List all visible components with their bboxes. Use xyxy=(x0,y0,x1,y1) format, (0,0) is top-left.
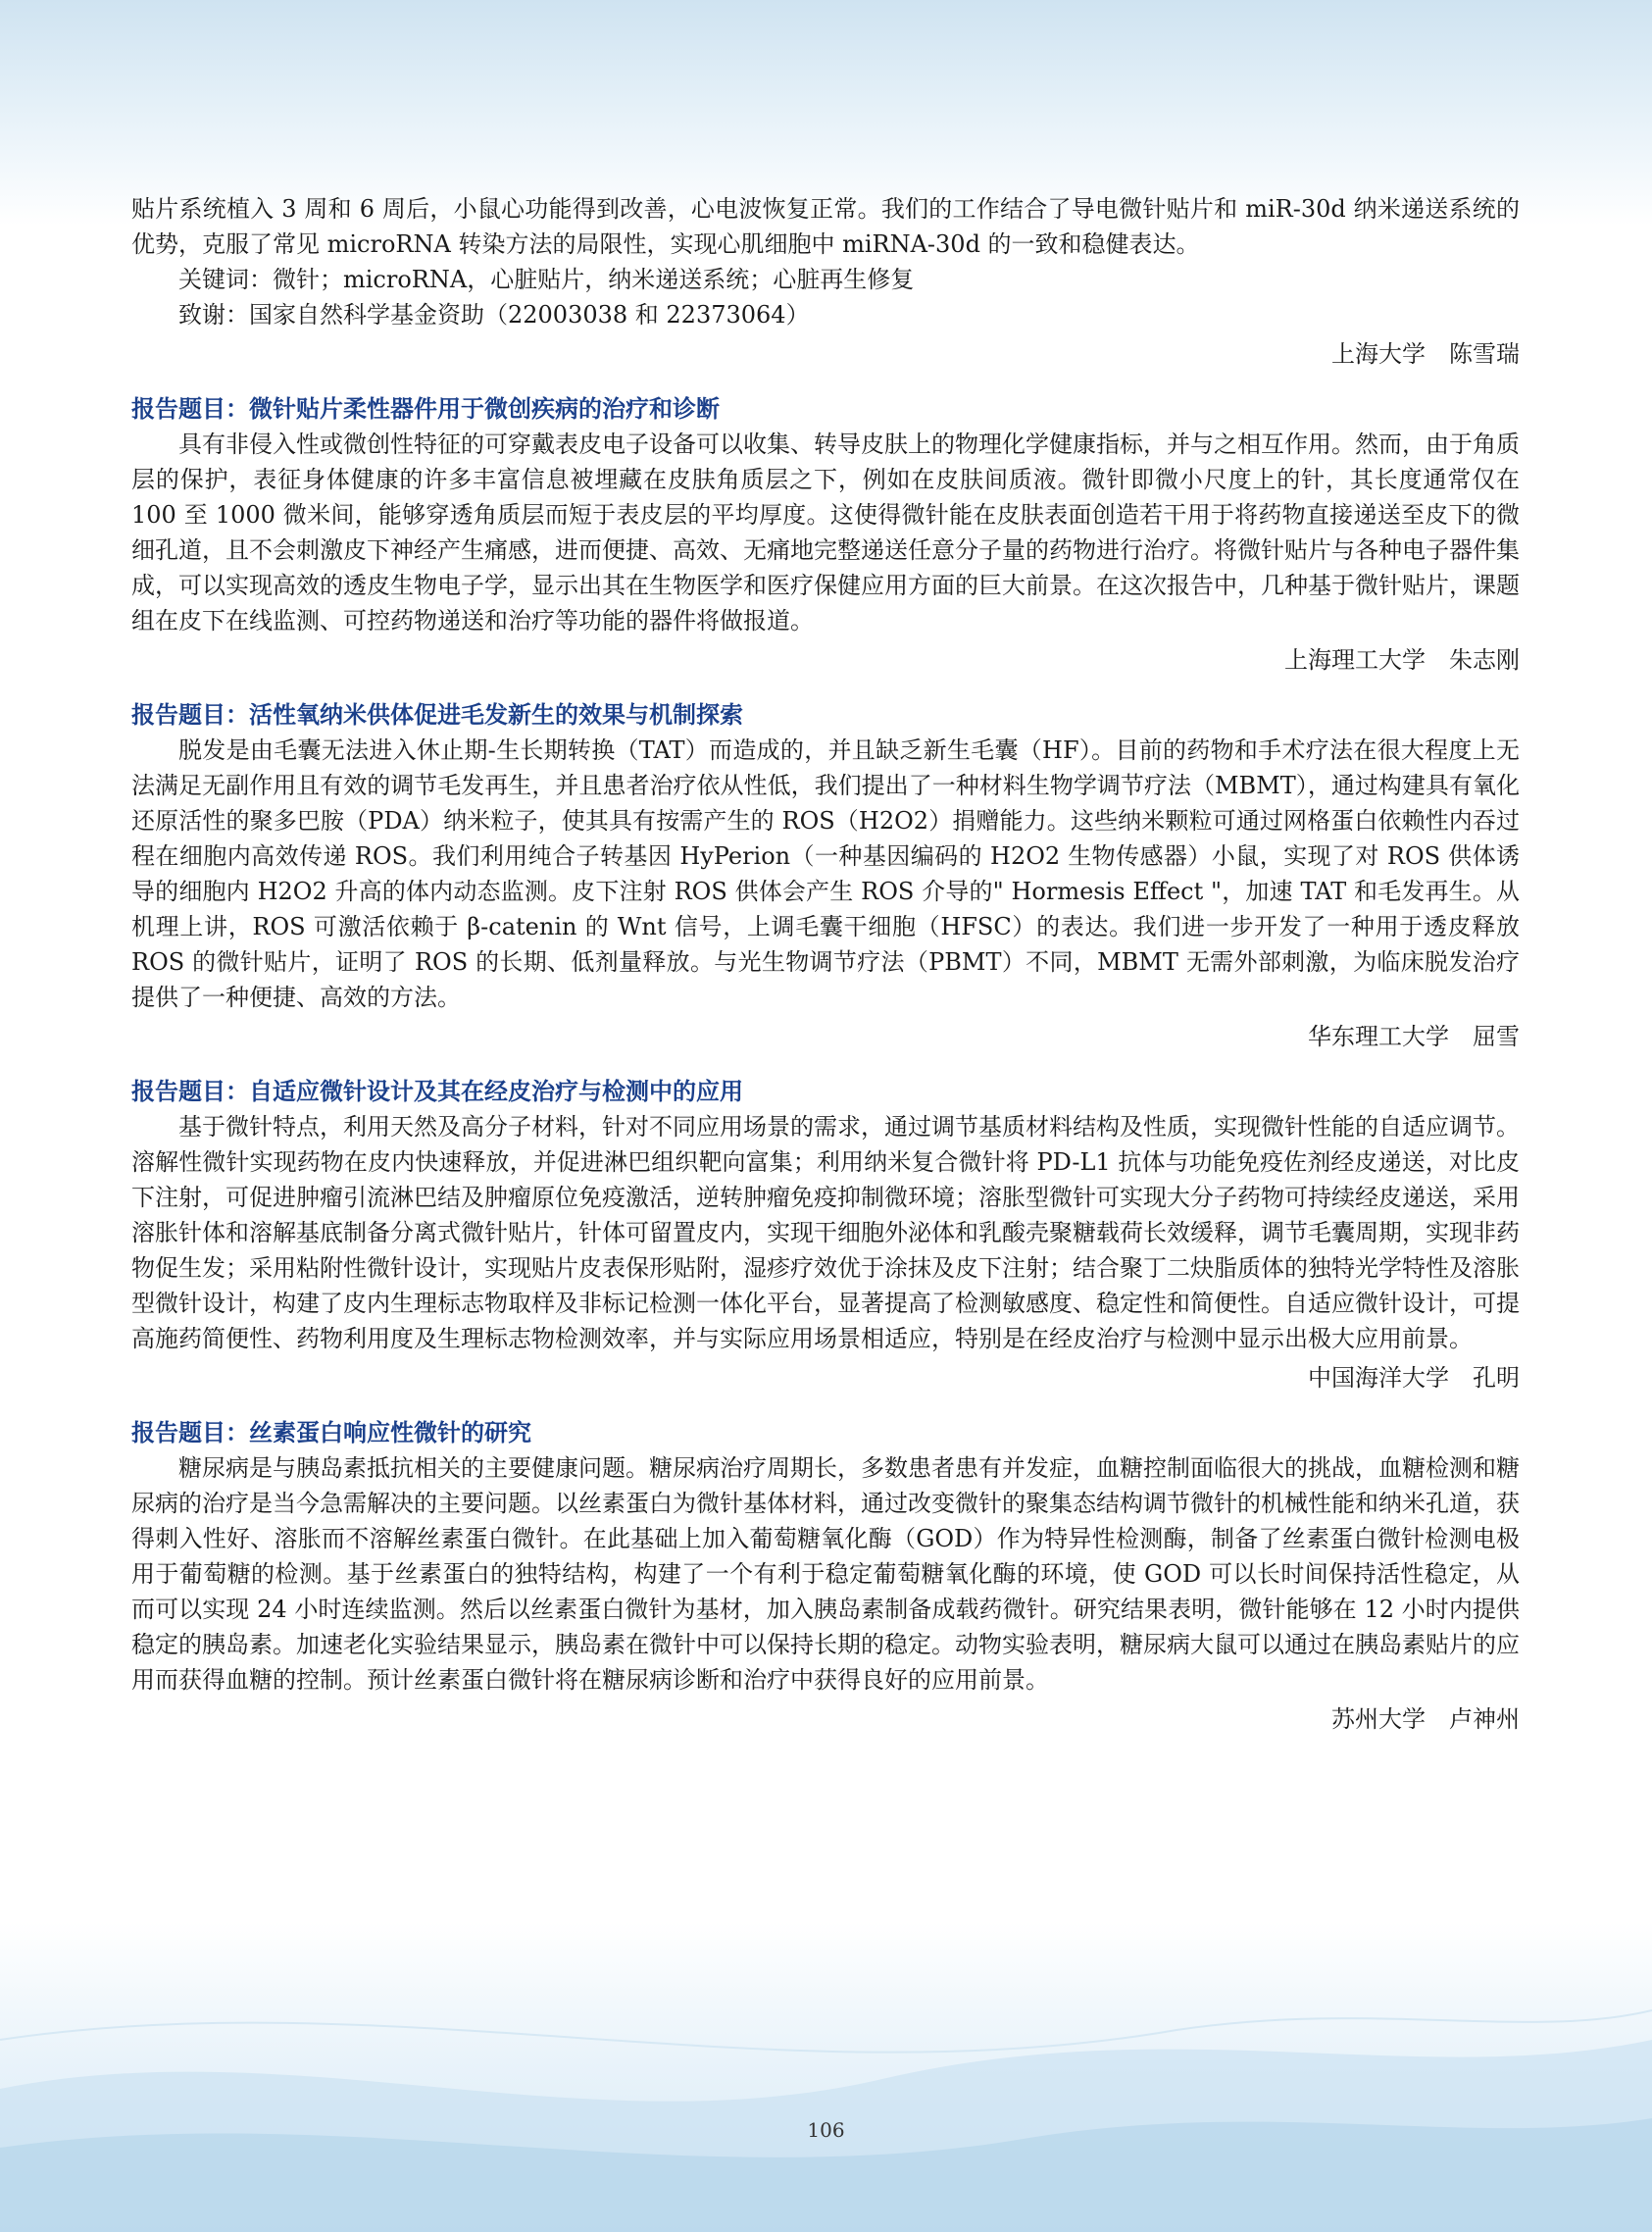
author-affiliation: 华东理工大学 屈雪 xyxy=(1308,1023,1520,1050)
author-affiliation: 上海理工大学 朱志刚 xyxy=(1284,646,1520,674)
report-title: 报告题目：丝素蛋白响应性微针的研究 xyxy=(131,1419,531,1446)
report-section xyxy=(131,1415,1520,1737)
report-abstract: 糖尿病是与胰岛素抵抗相关的主要健康问题。糖尿病治疗周期长，多数患者患有并发症，血糖控制面临很大的挑战，血糖检测和糖尿病的治疗是当今急需解决的主要问题。以丝素蛋白为微针基体材料，通过改变微针的聚集态结构调节微针的机械性能和纳米孔道，获得刺入性好、溶胀而不溶解丝素蛋白微针。在此基础上加入葡萄糖氧化酶（GOD）作为特异性检测酶，制备了丝素蛋白微针检测电极用于葡萄糖的检测。基于丝素蛋白的独特结构，构建了一个有利于稳定葡萄糖氧化酶的环境，使 GOD 可以长时间保持活性稳定，从而可以实现 24 小时连续监测。然后以丝素蛋白微针为基材，加入胰岛素制备成载药微针。研究结果表明，微针能够在 12 小时内提供稳定的胰岛素。加速老化实验结果显示，胰岛素在微针中可以保持长期的稳定。动物实验表明，糖尿病大鼠可以通过在胰岛素贴片的应用而获得血糖的控制。预计丝素蛋白微针将在糖尿病诊断和治疗中获得良好的应用前景。 xyxy=(131,1454,1520,1694)
footer-background-wave xyxy=(0,1922,1652,2232)
report-section xyxy=(131,391,1520,678)
report-title: 报告题目：活性氧纳米供体促进毛发新生的效果与机制探索 xyxy=(131,701,743,729)
author-affiliation: 上海大学 陈雪瑞 xyxy=(1331,340,1520,368)
wave-decoration xyxy=(0,1922,1652,2232)
report-abstract: 基于微针特点，利用天然及高分子材料，针对不同应用场景的需求，通过调节基质材料结构及性质，实现微针性能的自适应调节。溶解性微针实现药物在皮内快速释放，并促进淋巴组织靶向富集；利用纳米复合微针将 PD-L1 抗体与功能免疫佐剂经皮递送，对比皮下注射，可促进肿瘤引流淋巴结及肿瘤原位免疫激活，逆转肿瘤免疫抑制微环境；溶胀型微针可实现大分子药物可持续经皮递送，采用溶胀针体和溶解基底制备分离式微针贴片，针体可留置皮内，实现干细胞外泌体和乳酸壳聚糖载荷长效缓释，调节毛囊周期，实现非药物促生发；采用粘附性微针设计，实现贴片皮表保形贴附，湿疹疗效优于涂抹及皮下注射；结合聚丁二炔脂质体的独特光学特性及溶胀型微针设计，构建了皮内生理标志物取样及非标记检测一体化平台，显著提高了检测敏感度、稳定性和简便性。自适应微针设计，可提高施药简便性、药物利用度及生理标志物检测效率，并与实际应用场景相适应，特别是在经皮治疗与检测中显示出极大应用前景。 xyxy=(131,1113,1520,1352)
author-affiliation: 苏州大学 卢神州 xyxy=(1331,1705,1520,1733)
keywords-line: 关键词：微针；microRNA，心脏贴片，纳米递送系统；心脏再生修复 xyxy=(178,266,915,293)
intro-paragraph: 贴片系统植入 3 周和 6 周后，小鼠心功能得到改善，心电波恢复正常。我们的工作结合了导电微针贴片和 miR-30d 纳米递送系统的优势，克服了常见 microRNA 转染方法的局限性，实现心肌细胞中 miRNA-30d 的一致和稳健表达。 xyxy=(131,195,1520,258)
report-abstract: 具有非侵入性或微创性特征的可穿戴表皮电子设备可以收集、转导皮肤上的物理化学健康指标，并与之相互作用。然而，由于角质层的保护，表征身体健康的许多丰富信息被埋藏在皮肤角质层之下，例如在皮肤间质液。微针即微小尺度上的针，其长度通常仅在 100 至 1000 微米间，能够穿透角质层而短于表皮层的平均厚度。这使得微针能在皮肤表面创造若干用于将药物直接递送至皮下的微细孔道，且不会刺激皮下神经产生痛感，进而便捷、高效、无痛地完整递送任意分子量的药物进行治疗。将微针贴片与各种电子器件集成，可以实现高效的透皮生物电子学，显示出其在生物医学和医疗保健应用方面的巨大前景。在这次报告中，几种基于微针贴片，课题组在皮下在线监测、可控药物递送和治疗等功能的器件将做报道。 xyxy=(131,431,1520,634)
acknowledgment-line: 致谢：国家自然科学基金资助（22003038 和 22373064） xyxy=(178,301,810,329)
author-affiliation: 中国海洋大学 孔明 xyxy=(1308,1364,1520,1392)
report-title: 报告题目：微针贴片柔性器件用于微创疾病的治疗和诊断 xyxy=(131,395,720,423)
report-section xyxy=(131,1074,1520,1395)
page-number: 106 xyxy=(807,2118,845,2142)
report-abstract: 脱发是由毛囊无法进入休止期-生长期转换（TAT）而造成的，并且缺乏新生毛囊（HF）。目前的药物和手术疗法在很大程度上无法满足无副作用且有效的调节毛发再生，并且患者治疗依从性低，我们提出了一种材料生物学调节疗法（MBMT），通过构建具有氧化还原活性的聚多巴胺（PDA）纳米粒子，使其具有按需产生的 ROS（H2O2）捐赠能力。这些纳米颗粒可通过网格蛋白依赖性内吞过程在细胞内高效传递 ROS。我们利用纯合子转基因 HyPerion（一种基因编码的 H2O2 生物传感器）小鼠，实现了对 ROS 供体诱导的细胞内 H2O2 升高的体内动态监测。皮下注射 ROS 供体会产生 ROS 介导的" Hormesis Effect "，加速 TAT 和毛发再生。从机理上讲，ROS 可激活依赖于 β-catenin 的 Wnt 信号，上调毛囊干细胞（HFSC）的表达。我们进一步开发了一种用于透皮释放 ROS 的微针贴片，证明了 ROS 的长期、低剂量释放。与光生物调节疗法（PBMT）不同，MBMT 无需外部刺激，为临床脱发治疗提供了一种便捷、高效的方法。 xyxy=(131,736,1520,1011)
report-section xyxy=(131,697,1520,1054)
report-title: 报告题目：自适应微针设计及其在经皮治疗与检测中的应用 xyxy=(131,1078,743,1105)
document-body xyxy=(131,191,1520,1737)
